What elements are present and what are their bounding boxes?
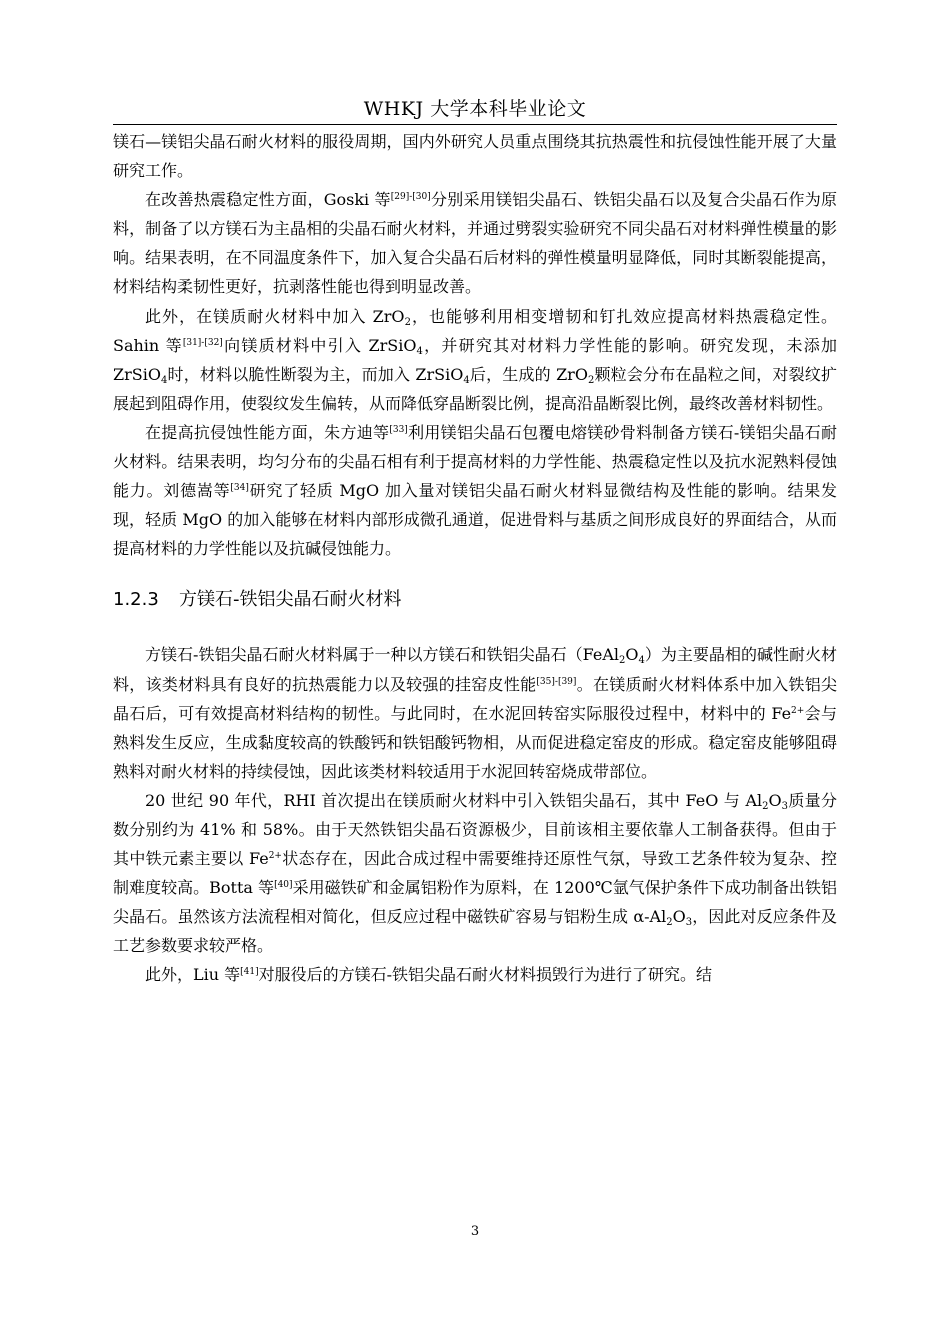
- paragraph-text: 向镁质材料中引入 ZrSiO: [222, 335, 417, 355]
- superscript: 2+: [268, 851, 282, 862]
- paragraph-text: 此外，Liu 等: [145, 965, 241, 985]
- subscript: 2: [619, 655, 626, 667]
- citation-link[interactable]: [41]: [240, 967, 259, 978]
- citation-link[interactable]: [40]: [274, 880, 293, 891]
- header-title: WHKJ 大学本科毕业论文: [363, 98, 587, 120]
- paragraph-text: ）为主要晶相的碱性耐火材料，该类材料具有良好的抗热震能力以及较强的挂窑皮性能: [113, 645, 837, 694]
- paragraph-text: 质量分数分别约为 41% 和 58%。由于天然铁铝尖晶石资源极少，目前该相主要依靠人工制备获得。但由于其中铁元素主要以 Fe: [113, 790, 837, 869]
- citation-link[interactable]: [35]-[39]: [536, 676, 577, 687]
- subscript: 2: [666, 917, 673, 929]
- body-text: [113, 127, 837, 990]
- section-heading: [113, 586, 837, 614]
- paragraph-text: 时，材料以脆性断裂为主，而加入 ZrSiO: [167, 364, 464, 384]
- paragraph-text: 研究了轻质 MgO 加入量对镁铝尖晶石耐火材料显微结构及性能的影响。结果发现，轻质 MgO 的加入能够在材料内部形成微孔通道，促进骨料与基质之间形成良好的界面结合，从而提高材料的力学性能以及抗碱侵蚀能力。: [113, 481, 837, 559]
- page-header: [113, 94, 837, 125]
- subscript: 4: [416, 345, 423, 357]
- paragraph-text: 。在镁质耐火材料体系中加入铁铝尖晶石后，可有效提高材料结构的韧性。与此同时，在水泥回转窑实际服役过程中，材料中的 Fe: [113, 674, 837, 723]
- paragraph-text: 此外，在镁质耐火材料中加入 ZrO: [145, 306, 405, 326]
- citation-link[interactable]: [33]: [389, 424, 408, 435]
- page-number-text: 3: [470, 1224, 480, 1239]
- subscript: 3: [685, 917, 693, 929]
- paragraph-text: 在改善热震稳定性方面，Goski 等: [145, 190, 391, 210]
- paragraph-text: ，并研究其对材料力学性能的影响。研究发现，未添加 ZrSiO: [113, 335, 837, 384]
- paragraph-thermal-shock: [113, 185, 837, 301]
- paragraph-text: O: [768, 790, 782, 810]
- subscript: 2: [587, 374, 595, 386]
- paragraph-text: 镁石—镁铝尖晶石耐火材料的服役周期，国内外研究人员重点围绕其抗热震性和抗侵蚀性能开展了大量研究工作。: [113, 132, 837, 181]
- paragraph-corrosion: [113, 418, 837, 563]
- citation-link[interactable]: [31]-[32]: [182, 337, 223, 348]
- paragraph-text: 状态存在，因此合成过程中需要维持还原性气氛，导致工艺条件较为复杂、控制难度较高。Botta 等: [113, 849, 837, 898]
- paragraph-text: 颗粒会分布在晶粒之间，对裂纹扩展起到阻碍作用，使裂纹发生偏转，从而降低穿晶断裂比例，提高沿晶断裂比例，最终改善材料韧性。: [113, 364, 837, 413]
- paragraph-text: 方镁石-铁铝尖晶石耐火材料属于一种以方镁石和铁铝尖晶石（FeAl: [145, 645, 620, 665]
- paragraph-text: 20 世纪 90 年代，RHI 首次提出在镁质耐火材料中引入铁铝尖晶石，其中 FeO 与 Al: [145, 790, 763, 810]
- paragraph-text: 会与熟料发生反应，生成黏度较高的铁酸钙和铁铝酸钙物相，从而促进稳定窑皮的形成。稳定窑皮能够阻碍熟料对耐火材料的持续侵蚀，因此该类材料较适用于水泥回转窑烧成带部位。: [113, 703, 837, 781]
- paragraph-zro2: [113, 302, 837, 418]
- subscript: 2: [404, 316, 411, 328]
- subscript: 4: [160, 374, 168, 386]
- citation-link[interactable]: [29]-[30]: [390, 192, 431, 203]
- paragraph-text: ，也能够利用相变增韧和钉扎效应提高材料热震稳定性。Sahin 等: [113, 306, 837, 355]
- paragraph-feal2o4-intro: [113, 640, 837, 785]
- paragraph-text: ，因此对反应条件及工艺参数要求较严格。: [113, 907, 837, 956]
- section-number: 1.2.3: [113, 589, 159, 611]
- subscript: 3: [781, 800, 789, 812]
- paragraph-text: 在提高抗侵蚀性能方面，朱方迪等: [145, 422, 390, 442]
- paragraph-text: 采用磁铁矿和金属铝粉作为原料，在 1200℃氩气保护条件下成功制备出铁铝尖晶石。虽然该方法流程相对简化，但反应过程中磁铁矿容易与铝粉生成 α-Al: [113, 878, 837, 927]
- paragraph-text: 对服役后的方镁石-铁铝尖晶石耐火材料损毁行为进行了研究。结: [258, 965, 713, 985]
- paragraph-text: O: [672, 907, 686, 927]
- paragraph-text: 利用镁铝尖晶石包覆电熔镁砂骨料制备方镁石-镁铝尖晶石耐火材料。结果表明，均匀分布的尖晶石相有利于提高材料的力学性能、热震稳定性以及抗水泥熟料侵蚀能力。刘德嵩等: [113, 422, 837, 501]
- paragraph-rhi-history: [113, 786, 837, 961]
- superscript: 2+: [791, 705, 805, 716]
- subscript: 4: [638, 655, 645, 667]
- subscript: 4: [463, 374, 470, 386]
- paragraph-text: 分别采用镁铝尖晶石、铁铝尖晶石以及复合尖晶石作为原料，制备了以方镁石为主晶相的尖晶石耐火材料，并通过劈裂实验研究不同尖晶石对材料弹性模量的影响。结果表明，在不同温度条件下，加入复合尖晶石后材料的弹性模量明显降低，同时其断裂能提高，材料结构柔韧性更好，抗剥落性能也得到明显改善。: [113, 190, 837, 297]
- paragraph-liu-damage: [113, 960, 837, 989]
- paragraph-text: O: [625, 645, 639, 665]
- subscript: 2: [762, 800, 769, 812]
- citation-link[interactable]: [34]: [230, 483, 249, 494]
- paragraph-continued: [113, 127, 837, 185]
- section-title: 方镁石-铁铝尖晶石耐火材料: [179, 589, 402, 611]
- paragraph-text: 后，生成的 ZrO: [469, 364, 588, 384]
- page-number: [0, 1222, 950, 1242]
